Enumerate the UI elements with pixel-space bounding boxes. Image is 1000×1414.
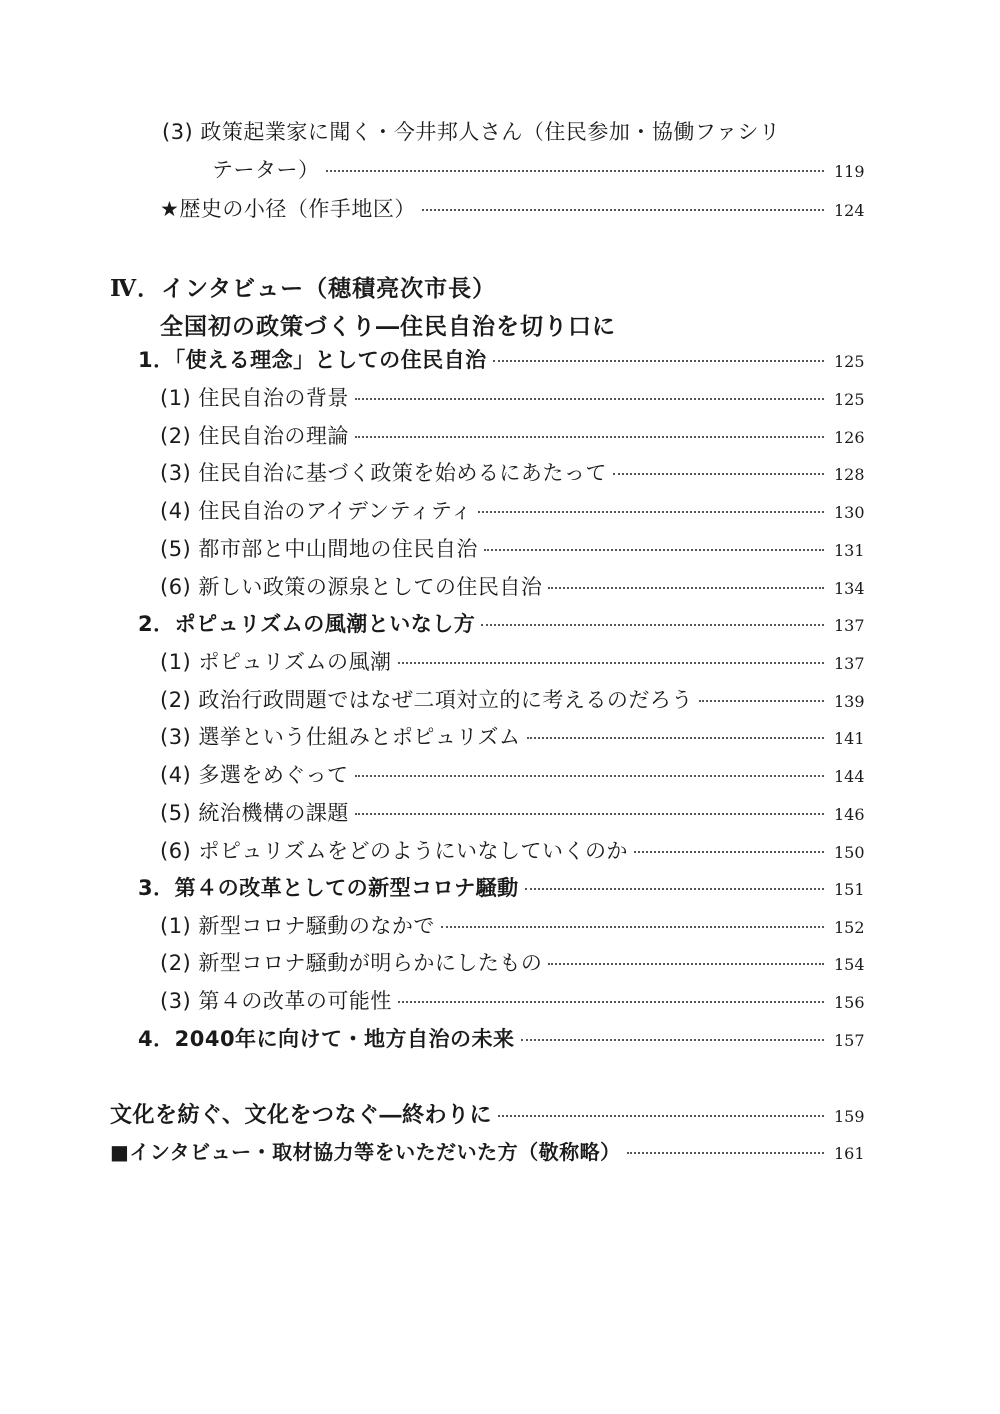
toc-entry-label: (5) 都市部と中山間地の住民自治 <box>160 537 478 561</box>
toc-section[interactable] <box>138 608 864 638</box>
toc-section[interactable] <box>138 1023 864 1053</box>
dot-leader <box>422 209 824 211</box>
toc-entry-label: (1) 住民自治の背景 <box>160 386 349 410</box>
toc-entry-label: ■インタビュー・取材協力等をいただいた方（敬称略） <box>110 1140 621 1164</box>
toc-entry-label: (6) ポピュリズムをどのようにいなしていくのか <box>160 839 629 863</box>
chapter-subtitle-text: 全国初の政策づくり―住民自治を切り口に <box>160 313 616 340</box>
dot-leader <box>478 511 824 513</box>
page-number: 119 <box>834 162 865 181</box>
page-number: 125 <box>834 352 865 371</box>
page-number: 134 <box>834 579 865 598</box>
toc-entry[interactable] <box>160 721 864 751</box>
dot-leader <box>525 888 824 890</box>
page-number: 146 <box>834 805 865 824</box>
dot-leader <box>493 360 824 362</box>
toc-entry-label: (4) 住民自治のアイデンティティ <box>160 499 473 523</box>
toc-entry-label: (5) 統治機構の課題 <box>160 801 349 825</box>
dot-leader <box>441 926 824 928</box>
toc-entry[interactable] <box>160 947 864 977</box>
toc-entry-label: (3) 選挙という仕組みとポピュリズム <box>160 725 521 749</box>
dot-leader <box>627 1152 824 1154</box>
toc-entry-label: (4) 多選をめぐって <box>160 763 349 787</box>
page-number: 161 <box>834 1144 865 1163</box>
page-number: 125 <box>834 390 865 409</box>
toc-section[interactable] <box>138 344 864 374</box>
dot-leader <box>527 737 824 739</box>
toc-entry-label: (2) 住民自治の理論 <box>160 424 349 448</box>
toc-entry[interactable] <box>160 571 864 601</box>
page-number: 130 <box>834 503 865 522</box>
page-number: 159 <box>834 1107 865 1126</box>
page-number: 128 <box>834 465 865 484</box>
page-number: 152 <box>834 918 865 937</box>
page-number: 141 <box>834 729 865 748</box>
page-number: 137 <box>834 616 865 635</box>
toc-entry[interactable] <box>160 533 864 563</box>
chapter-title: Ⅳ．インタビュー（穂積亮次市長） <box>110 275 497 302</box>
page-number: 137 <box>834 654 865 673</box>
toc-entry-label: (3) 住民自治に基づく政策を始めるにあたって <box>160 461 607 485</box>
page-number: 156 <box>834 993 865 1012</box>
page-number: 151 <box>834 880 865 899</box>
toc-entry-label: (3) 政策起業家に聞く・今井邦人さん（住民参加・協働ファシリ <box>162 120 781 144</box>
toc-entry-closing[interactable] <box>110 1098 864 1129</box>
dot-leader <box>326 170 825 172</box>
chapter-heading[interactable] <box>110 270 496 303</box>
dot-leader <box>355 775 824 777</box>
page-number: 150 <box>834 843 865 862</box>
toc-entry[interactable] <box>160 985 864 1015</box>
dot-leader <box>398 1001 824 1003</box>
toc-entry[interactable] <box>160 457 864 487</box>
toc-entry[interactable] <box>160 835 864 865</box>
toc-section-label: 4．2040年に向けて・地方自治の未来 <box>138 1027 515 1051</box>
dot-leader <box>355 398 824 400</box>
chapter-subtitle <box>160 308 616 341</box>
toc-entry[interactable] <box>160 910 864 940</box>
page-number: 157 <box>834 1031 865 1050</box>
toc-entry-acknowledgements[interactable] <box>110 1136 864 1165</box>
dot-leader <box>484 549 824 551</box>
toc-entry[interactable] <box>160 797 864 827</box>
toc-entry[interactable] <box>160 382 864 412</box>
toc-entry-label: ★歴史の小径（作手地区） <box>160 197 416 221</box>
dot-leader <box>481 624 824 626</box>
dot-leader <box>355 436 824 438</box>
dot-leader <box>521 1039 824 1041</box>
dot-leader <box>398 662 824 664</box>
toc-entry[interactable] <box>160 684 864 714</box>
toc-entry[interactable] <box>160 420 864 450</box>
page-number: 144 <box>834 767 865 786</box>
dot-leader <box>699 700 824 702</box>
toc-entry[interactable] <box>212 154 864 184</box>
dot-leader <box>634 851 824 853</box>
page-number: 154 <box>834 955 865 974</box>
toc-entry[interactable] <box>160 759 864 789</box>
page-number: 139 <box>834 692 865 711</box>
toc-entry-label: (2) 新型コロナ騒動が明らかにしたもの <box>160 951 543 975</box>
toc-entry-label: テーター） <box>212 158 320 182</box>
toc-entry[interactable] <box>160 193 864 223</box>
dot-leader <box>548 587 824 589</box>
toc-entry[interactable] <box>160 495 864 525</box>
toc-entry-label: (2) 政治行政問題ではなぜ二項対立的に考えるのだろう <box>160 688 693 712</box>
toc-entry-label: (1) 新型コロナ騒動のなかで <box>160 914 435 938</box>
toc-section-label: 3．第４の改革としての新型コロナ騒動 <box>138 876 519 900</box>
toc-entry-label: (1) ポピュリズムの風潮 <box>160 650 392 674</box>
dot-leader <box>548 963 824 965</box>
toc-section[interactable] <box>138 872 864 902</box>
toc-section-label: 2．ポピュリズムの風潮といなし方 <box>138 612 476 636</box>
toc-entry-text <box>162 116 781 146</box>
toc-entry-label: (3) 第４の改革の可能性 <box>160 989 392 1013</box>
dot-leader <box>355 813 824 815</box>
toc-section-label: 1．「使える理念」としての住民自治 <box>138 348 487 372</box>
dot-leader <box>613 473 824 475</box>
toc-entry[interactable] <box>160 646 864 676</box>
page-number: 124 <box>834 201 865 220</box>
page-number: 131 <box>834 541 865 560</box>
toc-entry-label: 文化を紡ぐ、文化をつなぐ―終わりに <box>110 1102 493 1128</box>
toc-entry-label: (6) 新しい政策の源泉としての住民自治 <box>160 575 543 599</box>
page-number: 126 <box>834 428 865 447</box>
dot-leader <box>498 1115 824 1117</box>
